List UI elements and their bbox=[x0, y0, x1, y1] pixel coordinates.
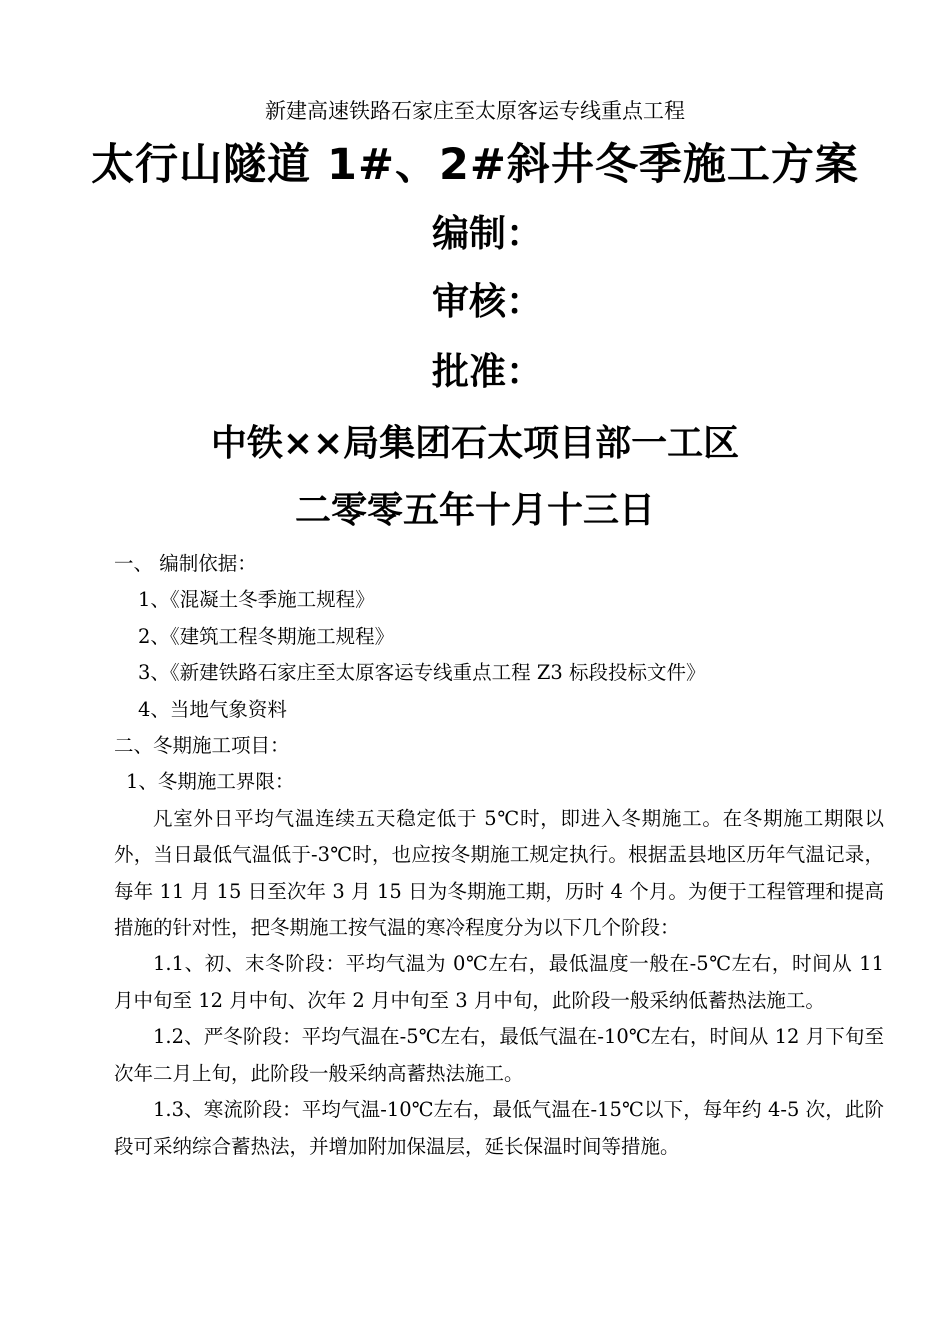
organization-name: 中铁××局集团石太项目部一工区 bbox=[210, 423, 740, 464]
paragraph-winter-definition: 凡室外日平均气温连续五天稳定低于 5℃时，即进入冬期施工。在冬期施工期限以外，当日最低气温低于-3℃时，也应按冬期施工规定执行。根据盂县地区历年气温记录，每年 11 月 15 日至次年 3 月 15 日为冬期施工期，历时 4 个月。为便于工程管理和提高措施的针对性，把冬期施工按气温的寒冷程度分为以下几个阶段： bbox=[114, 806, 884, 940]
document-body bbox=[114, 546, 884, 1165]
project-subtitle: 新建高速铁路石家庄至太原客运专线重点工程 bbox=[265, 99, 685, 123]
compiled-by-label: 编制： bbox=[432, 212, 543, 255]
basis-item: 1、《混凝土冬季施工规程》 bbox=[138, 588, 375, 612]
section-heading-winter-items: 二、冬期施工项目： bbox=[114, 734, 290, 758]
paragraph-stage-cold-wave: 1.3、寒流阶段：平均气温-10℃左右，最低气温在-15℃以下，每年约 4-5 次，此阶段可采纳综合蓄热法，并增加附加保温层，延长保温时间等措施。 bbox=[114, 1098, 884, 1158]
approved-by-label: 批准： bbox=[432, 350, 543, 393]
basis-item: 3、《新建铁路石家庄至太原客运专线重点工程 Z3 标段投标文件》 bbox=[138, 661, 706, 685]
paragraph-stage-severe: 1.2、严冬阶段：平均气温在-5℃左右，最低气温在-10℃左右，时间从 12 月下旬至次年二月上旬，此阶段一般采纳高蓄热法施工。 bbox=[114, 1025, 884, 1085]
section-heading-basis: 一、 编制依据： bbox=[114, 552, 257, 575]
reviewed-by-label: 审核： bbox=[432, 280, 543, 323]
document-title: 太行山隧道 1#、2#斜井冬季施工方案 bbox=[91, 140, 859, 190]
document-date: 二零零五年十月十三日 bbox=[294, 490, 655, 531]
subsection-heading-limits: 1、冬期施工界限： bbox=[126, 770, 295, 794]
basis-item: 2、《建筑工程冬期施工规程》 bbox=[138, 624, 395, 648]
basis-item: 4、当地气象资料 bbox=[138, 697, 287, 721]
paragraph-stage-early-late: 1.1、初、末冬阶段：平均气温为 0℃左右，最低温度一般在-5℃左右，时间从 11 月中旬至 12 月中旬、次年 2 月中旬至 3 月中旬，此阶段一般采纳低蓄热法施工。 bbox=[114, 952, 884, 1012]
